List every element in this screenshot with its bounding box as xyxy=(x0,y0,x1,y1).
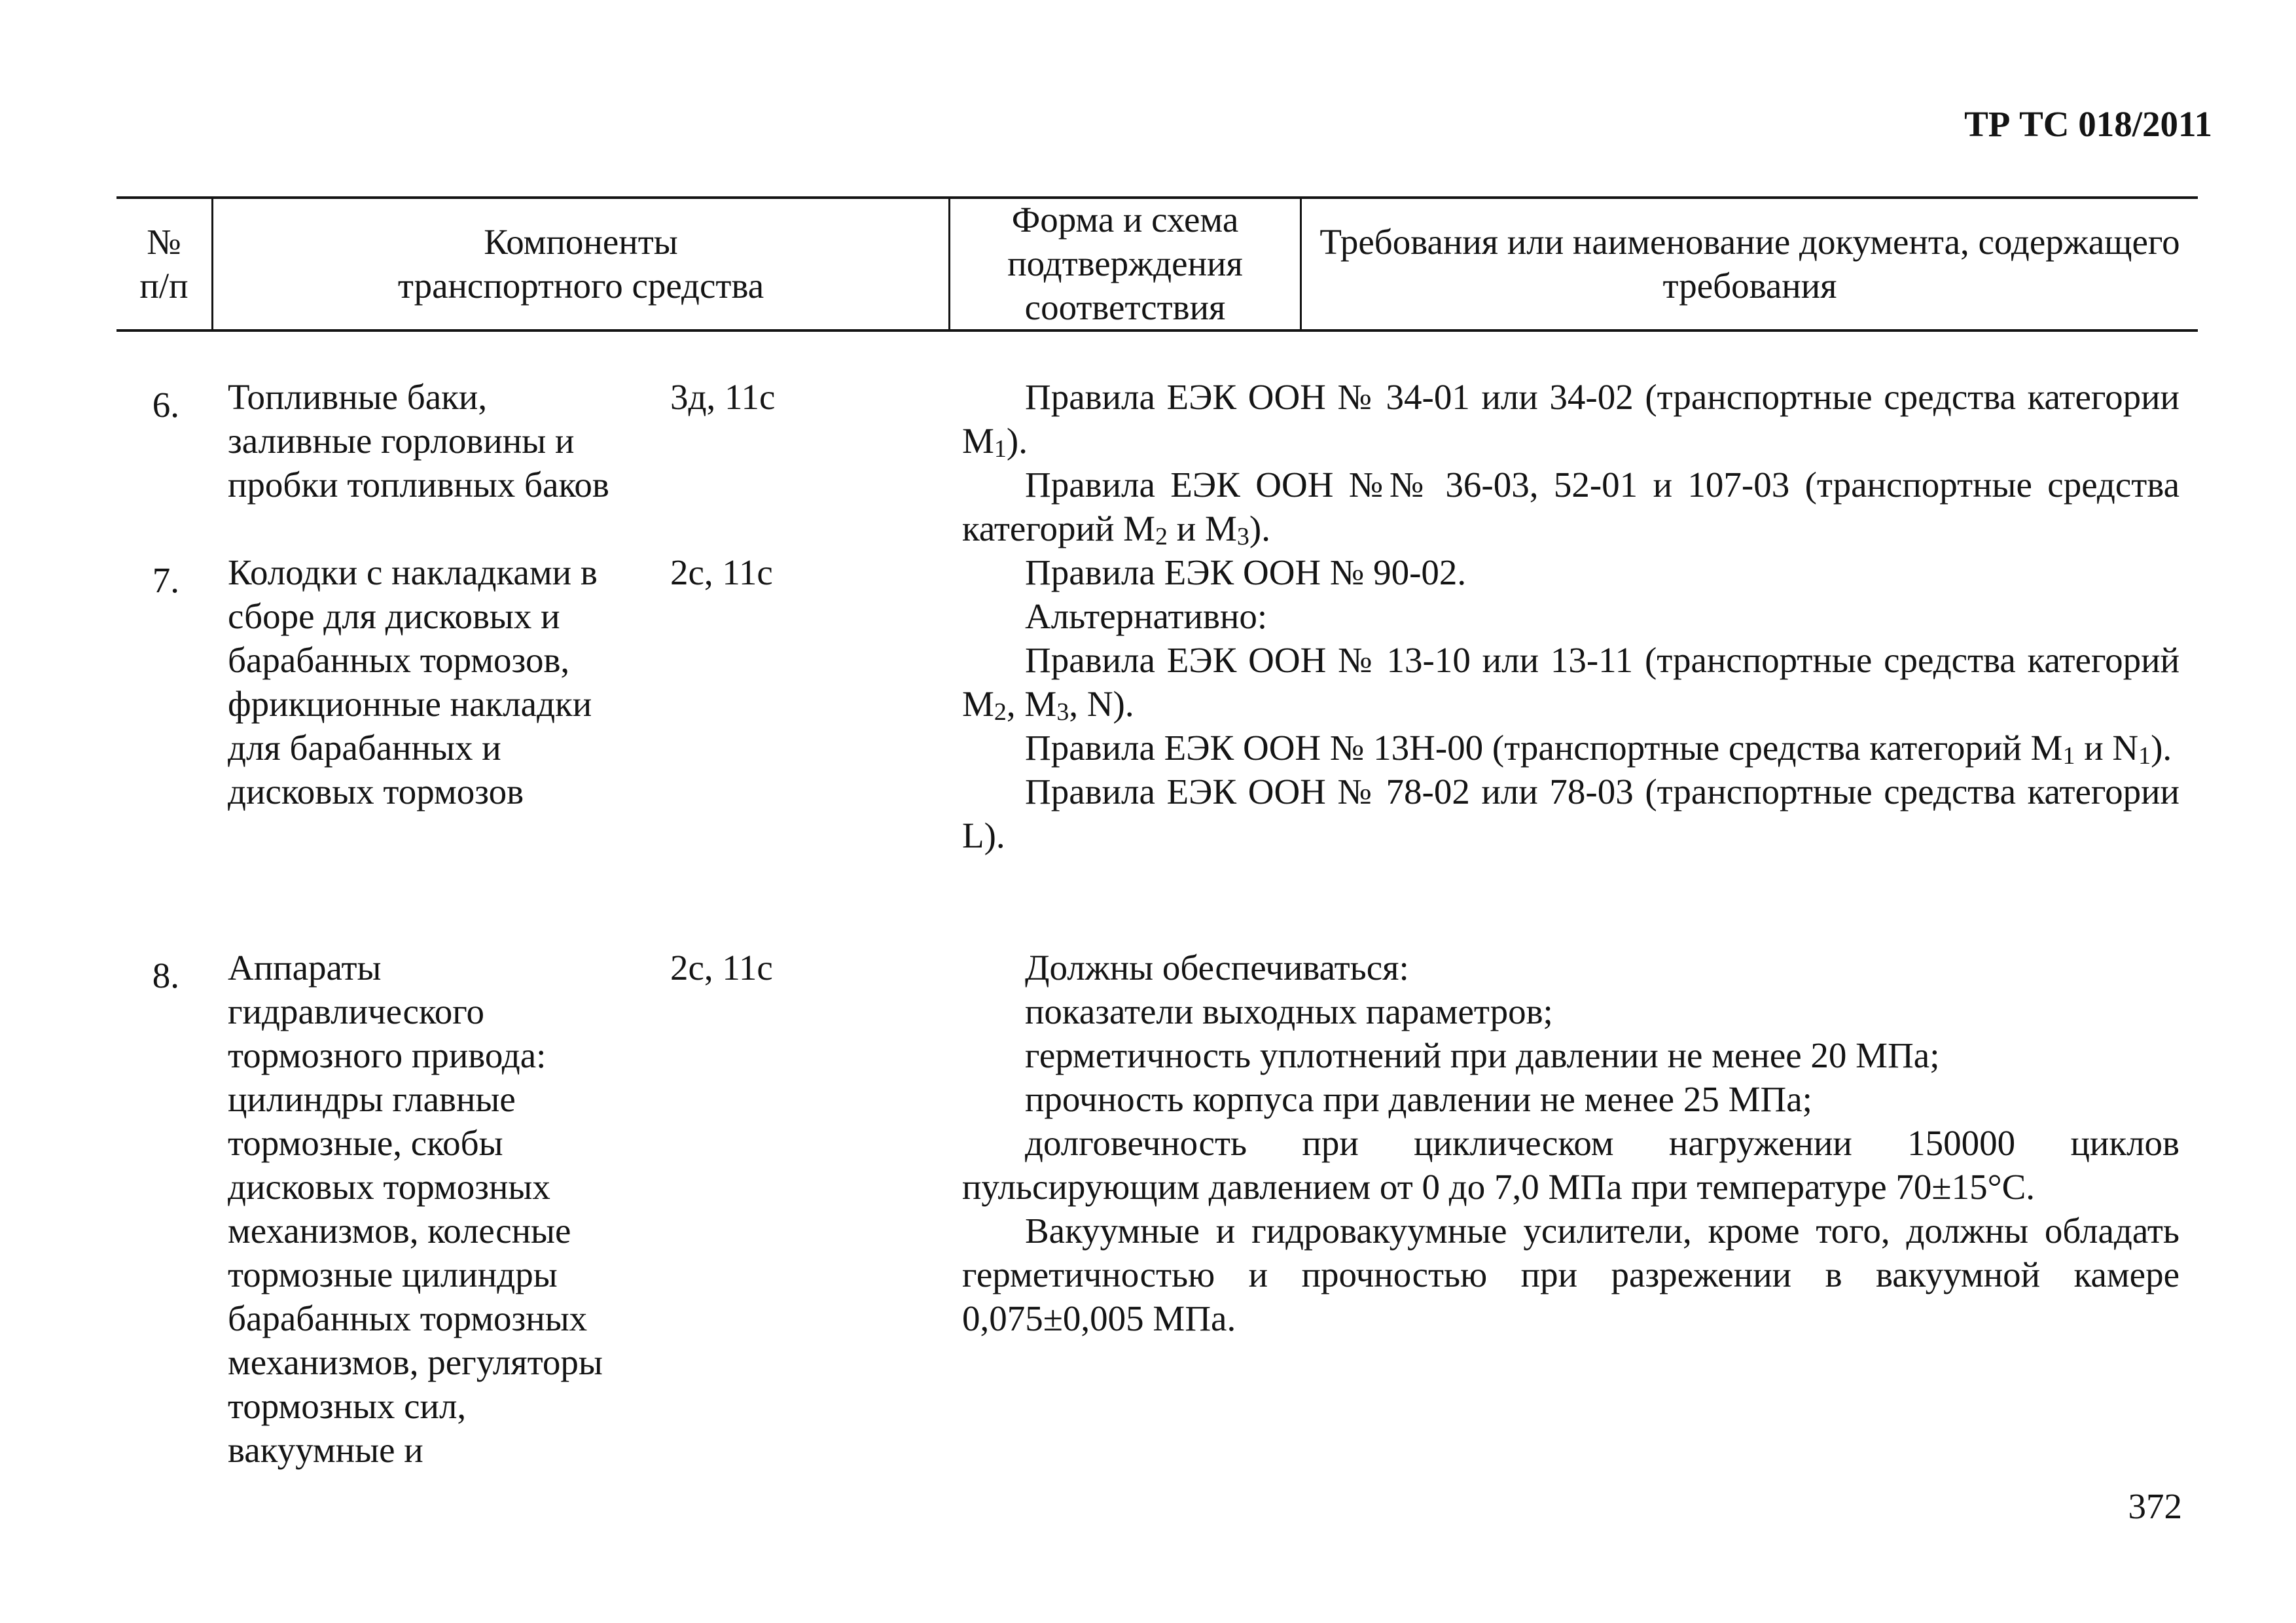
header-line: Требования или наименование документа, содержащего требования xyxy=(1319,221,2180,306)
component-line: заливные горловины и xyxy=(228,421,575,461)
component-line: дисковых тормозных xyxy=(228,1167,550,1207)
page-number: 372 xyxy=(2128,1486,2182,1526)
header-scheme xyxy=(950,198,1300,329)
table-header-rule xyxy=(117,329,2198,332)
component-line: дисковых тормозов xyxy=(228,772,524,812)
header-line: Компоненты xyxy=(484,221,678,262)
component-line: Топливные баки, xyxy=(228,377,488,417)
component-cell xyxy=(228,946,660,1472)
requirement-paragraph: Правила ЕЭК ООН № 13Н-00 (транспортные средства категорий $M_1$ и $N_1$). xyxy=(1025,728,2172,770)
requirement-paragraph: долговечность при циклическом нагружении 150000 циклов пульсирующим давлением от 0 до 7,0 МПа при температуре 70±15°С. xyxy=(962,1123,2179,1207)
document-code: ТР ТС 018/2011 xyxy=(1964,104,2212,144)
header-components xyxy=(213,198,948,329)
component-line: сборе для дисковых и xyxy=(228,596,560,636)
requirements-cell xyxy=(962,550,2179,857)
header-line: п/п xyxy=(139,265,188,306)
header-line: транспортного средства xyxy=(397,265,764,306)
component-cell xyxy=(228,375,660,507)
requirement-paragraph: Правила ЕЭК ООН № 90-02. xyxy=(1025,552,1467,592)
requirement-paragraph: Правила ЕЭК ООН № 34-01 или 34-02 (транспортные средства категории $M_1$). xyxy=(962,377,2179,463)
header-line: Форма и схема xyxy=(1011,200,1239,240)
requirement-paragraph: Правила ЕЭК ООН № 78-02 или 78-03 (транспортные средства категории L). xyxy=(962,772,2179,855)
component-line: тормозных сил, xyxy=(228,1386,467,1426)
scheme-cell: 2с, 11с xyxy=(670,552,773,592)
header-line: подтверждения xyxy=(1007,243,1243,283)
requirement-paragraph: Правила ЕЭК ООН №№ 36-03, 52-01 и 107-03 (транспортные средства категорий $M_2$ и $M_3$). xyxy=(962,465,2179,550)
header-requirements xyxy=(1302,198,2198,329)
requirement-paragraph: Должны обеспечиваться: xyxy=(1025,948,1409,988)
row-number: 6. xyxy=(152,385,179,425)
requirement-paragraph: Вакуумные и гидровакуумные усилители, кроме того, должны обладать герметичностью и прочностью при разрежении в вакуумной камере 0,075±0,005 МПа. xyxy=(962,1211,2179,1338)
component-cell xyxy=(228,550,660,813)
component-line: барабанных тормозов, xyxy=(228,640,570,680)
scheme-cell: 3д, 11с xyxy=(670,377,776,417)
scheme-cell: 2с, 11с xyxy=(670,948,773,988)
requirement-paragraph: прочность корпуса при давлении не менее 25 МПа; xyxy=(1025,1079,1812,1119)
component-line: тормозные цилиндры xyxy=(228,1255,558,1294)
component-line: Колодки с накладками в xyxy=(228,552,598,592)
component-line: вакуумные и xyxy=(228,1430,423,1470)
header-num xyxy=(117,198,211,329)
row-number: 7. xyxy=(152,560,179,600)
component-line: пробки топливных баков xyxy=(228,465,609,505)
requirement-paragraph: Правила ЕЭК ООН № 13-10 или 13-11 (транспортные средства категорий $M_2$, $M_3$, N). xyxy=(962,640,2179,726)
component-line: механизмов, колесные xyxy=(228,1211,571,1251)
requirement-paragraph: Альтернативно: xyxy=(1025,596,1268,636)
component-line: тормозного привода: xyxy=(228,1035,547,1075)
requirements-cell xyxy=(962,946,2179,1340)
header-line: № xyxy=(147,221,181,262)
requirement-paragraph: показатели выходных параметров; xyxy=(1025,991,1553,1031)
component-line: механизмов, регуляторы xyxy=(228,1342,603,1382)
component-line: фрикционные накладки xyxy=(228,684,592,724)
component-line: барабанных тормозных xyxy=(228,1298,588,1338)
requirement-paragraph: герметичность уплотнений при давлении не менее 20 МПа; xyxy=(1025,1035,1940,1075)
component-line: тормозные, скобы xyxy=(228,1123,503,1163)
component-line: гидравлического xyxy=(228,991,484,1031)
requirements-cell xyxy=(962,375,2179,550)
component-line: Аппараты xyxy=(228,948,382,988)
row-number: 8. xyxy=(152,955,179,995)
header-line: соответствия xyxy=(1024,287,1226,327)
component-line: цилиндры главные xyxy=(228,1079,516,1119)
component-line: для барабанных и xyxy=(228,728,501,768)
